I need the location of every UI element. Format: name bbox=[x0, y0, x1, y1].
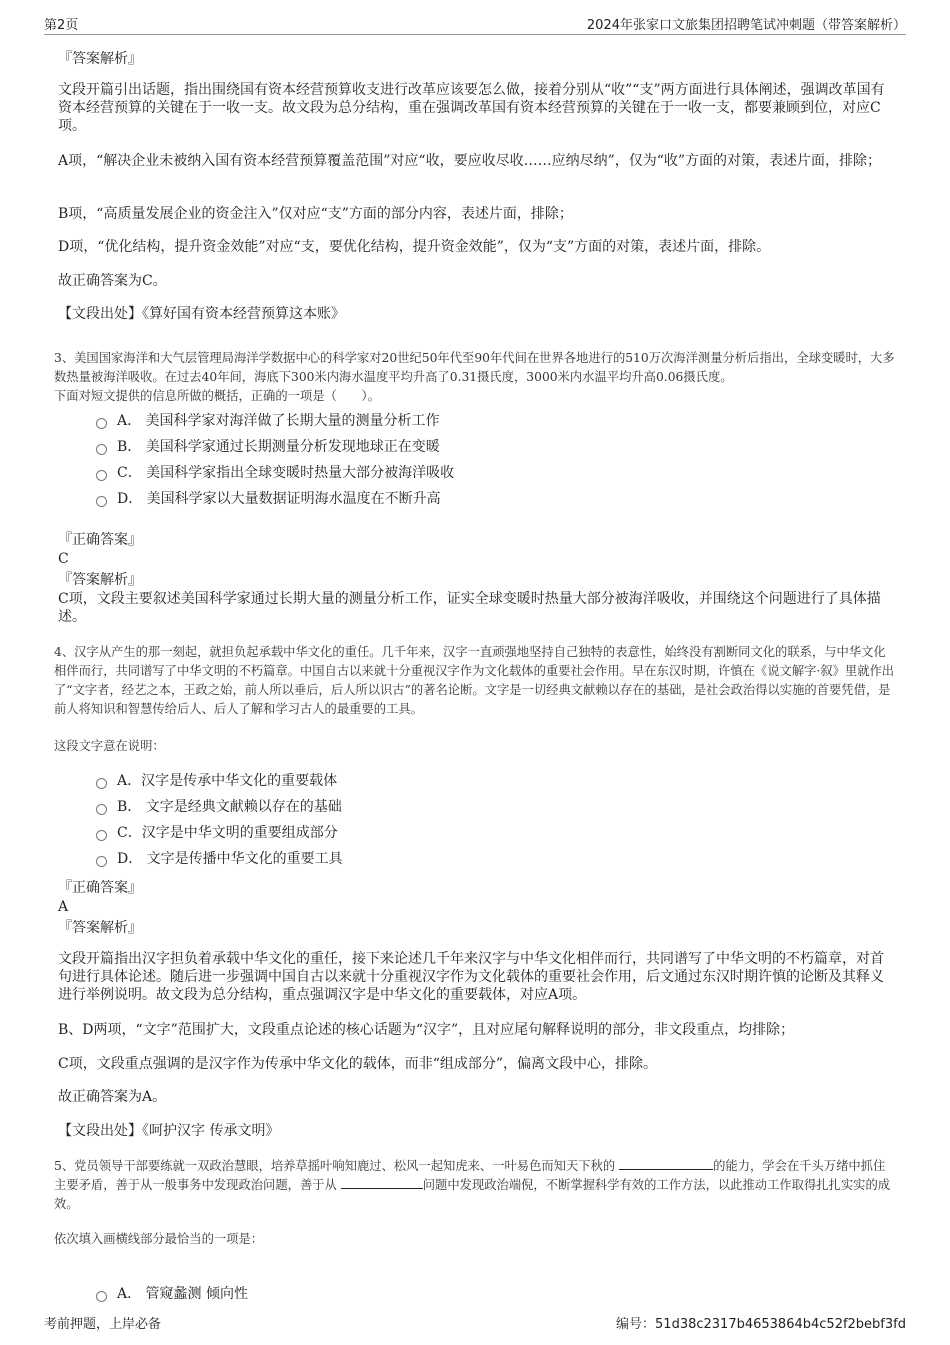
analysis-label: 『答案解析』 bbox=[58, 572, 142, 588]
analysis-paragraph: 文段开篇指出汉字担负着承载中华文化的重任，接下来论述几千年来汉字与中华文化相伴而行，共同谱写了中华文明的不朽篇章，对首句进行具体论述。随后进一步强调中国自古以来就十分重视汉字作为文化载体的重要社会作用，后文通过东汉时期许慎的论断及其释义进行举例说明。故文段为总分结构，重点强调汉字是中华文化的重要载体，对应A项。 bbox=[58, 951, 884, 1003]
option-label: A． 管窥蠡测 倾向性 bbox=[117, 1286, 249, 1302]
analysis-option-b: B项，“高质量发展企业的资金注入”仅对应“支”方面的部分内容，表述片面，排除； bbox=[58, 206, 573, 222]
correct-answer: C bbox=[58, 551, 69, 567]
fill-blank-1[interactable] bbox=[619, 1157, 713, 1170]
question-3-option-b[interactable] bbox=[96, 438, 440, 456]
radio-icon[interactable] bbox=[96, 856, 107, 867]
radio-icon[interactable] bbox=[96, 470, 107, 481]
question-3-option-a[interactable] bbox=[96, 412, 440, 430]
correct-answer: A bbox=[58, 899, 69, 915]
radio-icon[interactable] bbox=[96, 804, 107, 815]
analysis-paragraph: C项，文段主要叙述美国科学家通过长期大量的测量分析工作，证实全球变暖时热量大部分被海洋吸收，并围绕这个问题进行了具体描述。 bbox=[58, 591, 881, 625]
stem-part-3: 问题中发现政治端倪，不断掌握科学有效的工作方法，以此推动工作取得扎扎实实的成效。 bbox=[54, 1178, 891, 1211]
question-4-option-b[interactable] bbox=[96, 798, 342, 816]
analysis-option-bd: B、D两项，“文字”范围扩大，文段重点论述的核心话题为“汉字”，且对应尾句解释说明的部分，非文段重点，均排除； bbox=[58, 1022, 795, 1038]
radio-icon[interactable] bbox=[96, 496, 107, 507]
document-id: 编号：51d38c2317b4653864b4c52f2bebf3fd bbox=[616, 1317, 906, 1332]
question-4-stem: 4、汉字从产生的那一刻起，就担负起承载中华文化的重任。几千年来，汉字一直顽强地坚持自己独特的表意性，始终没有割断同文化的联系，与中华文化相伴而行，共同谱写了中华文明的不朽篇章。中国自古以来就十分重视汉字作为文化载体的重要社会作用。早在东汉时期，许慎在《说文解字·叙》里就作出了“文字者，经艺之本，王政之始，前人所以垂后，后人所以识古”的著名论断。文字是一切经典文献赖以存在的基础，是社会政治得以实施的首要凭借，是前人将知识和智慧传给后人、后人了解和学习古人的最重要的工具。 bbox=[54, 645, 895, 716]
question-5-stem bbox=[54, 1157, 896, 1214]
option-label: D． 文字是传播中华文化的重要工具 bbox=[117, 851, 343, 867]
analysis-option-d: D项，“优化结构，提升资金效能”对应“支，要优化结构，提升资金效能”，仅为“支”方面的对策，表述片面，排除。 bbox=[58, 239, 771, 255]
analysis-option-c: C项，文段重点强调的是汉字作为传承中华文化的载体，而非“组成部分”，偏离文段中心，排除。 bbox=[58, 1056, 658, 1072]
analysis-option-a: A项，“解决企业未被纳入国有资本经营预算覆盖范围”对应“收，要应收尽收……应纳尽纳”，仅为“收”方面的对策，表述片面，排除； bbox=[58, 153, 882, 169]
question-4-option-c[interactable] bbox=[96, 824, 338, 842]
option-label: C． 美国科学家指出全球变暖时热量大部分被海洋吸收 bbox=[117, 465, 455, 481]
question-3-prompt: 下面对短文提供的信息所做的概括，正确的一项是（ ）。 bbox=[54, 389, 380, 403]
analysis-label: 『答案解析』 bbox=[58, 51, 142, 67]
conclusion: 故正确答案为C。 bbox=[58, 273, 167, 289]
radio-icon[interactable] bbox=[96, 830, 107, 841]
question-3-stem: 3、美国国家海洋和大气层管理局海洋学数据中心的科学家对20世纪50年代至90年代间在世界各地进行的510万次海洋测量分析后指出，全球变暖时，大多数热量被海洋吸收。在过去40年间，海底下300米内海水温度平均升高了0.31摄氏度，3000米内水温平均升高0.06摄氏度。 bbox=[54, 351, 895, 384]
question-5-option-a[interactable] bbox=[96, 1285, 248, 1303]
question-3-option-d[interactable] bbox=[96, 490, 441, 508]
option-label: A． 美国科学家对海洋做了长期大量的测量分析工作 bbox=[117, 413, 440, 429]
question-4-prompt: 这段文字意在说明： bbox=[54, 739, 165, 753]
correct-answer-label: 『正确答案』 bbox=[58, 532, 142, 548]
correct-answer-label: 『正确答案』 bbox=[58, 880, 142, 896]
page-footer bbox=[44, 1313, 906, 1333]
stem-part-2: 的能力，学会在千头万绪中抓住主要矛盾，善于从一般事务中发现政治问题，善于从 bbox=[54, 1159, 886, 1192]
fill-blank-2[interactable] bbox=[341, 1176, 423, 1189]
option-label: D． 美国科学家以大量数据证明海水温度在不断升高 bbox=[117, 491, 441, 507]
radio-icon[interactable] bbox=[96, 418, 107, 429]
page-number: 第2页 bbox=[44, 18, 79, 33]
analysis-label: 『答案解析』 bbox=[58, 920, 142, 936]
question-3-option-c[interactable] bbox=[96, 464, 454, 482]
option-label: A．汉字是传承中华文化的重要载体 bbox=[117, 773, 338, 789]
footer-slogan: 考前押题，上岸必备 bbox=[44, 1317, 162, 1332]
analysis-paragraph: 文段开篇引出话题，指出围绕国有资本经营预算收支进行改革应该要怎么做，接着分别从“收”“支”两方面进行具体阐述，强调改革国有资本经营预算的关键在于一收一支。故文段为总分结构，重在强调改革国有资本经营预算的关键在于一收一支，都要兼顾到位，对应C项。 bbox=[58, 82, 885, 134]
source: 【文段出处】《算好国有资本经营预算这本账》 bbox=[58, 306, 345, 322]
question-4-option-a[interactable] bbox=[96, 772, 337, 790]
stem-part-1: 5、党员领导干部要练就一双政治慧眼，培养草摇叶响知鹿过、松风一起知虎来、一叶易色而知天下秋的 bbox=[54, 1159, 620, 1173]
radio-icon[interactable] bbox=[96, 444, 107, 455]
radio-icon[interactable] bbox=[96, 778, 107, 789]
conclusion: 故正确答案为A。 bbox=[58, 1089, 167, 1105]
option-label: B． 文字是经典文献赖以存在的基础 bbox=[117, 799, 342, 815]
document-title: 2024年张家口文旅集团招聘笔试冲刺题（带答案解析） bbox=[586, 18, 906, 33]
page-header bbox=[44, 14, 906, 35]
option-label: B． 美国科学家通过长期测量分析发现地球正在变暖 bbox=[117, 439, 440, 455]
question-4-option-d[interactable] bbox=[96, 850, 343, 868]
option-label: C．汉字是中华文明的重要组成部分 bbox=[117, 825, 338, 841]
question-5-prompt: 依次填入画横线部分最恰当的一项是： bbox=[54, 1232, 264, 1246]
source: 【文段出处】《呵护汉字 传承文明》 bbox=[58, 1123, 280, 1139]
radio-icon[interactable] bbox=[96, 1291, 107, 1302]
